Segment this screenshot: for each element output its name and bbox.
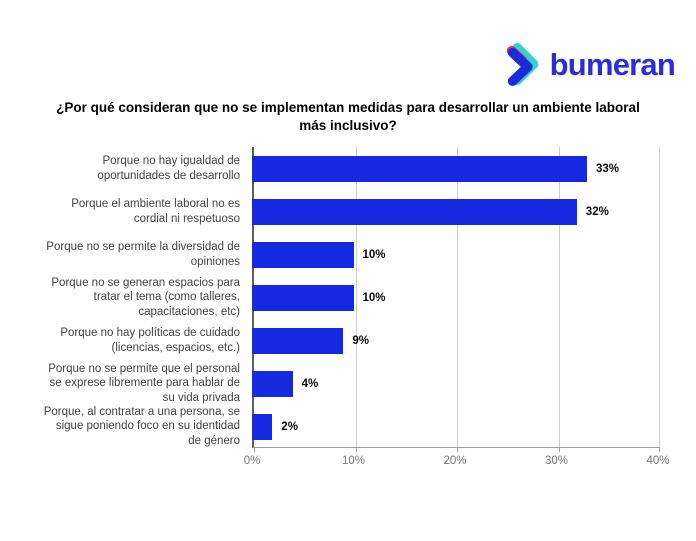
value-label: 2%: [281, 420, 298, 433]
bar-track: [252, 190, 658, 233]
value-label: 33%: [595, 162, 619, 175]
axis-tick: [659, 447, 660, 452]
x-tick-label: 20%: [443, 455, 467, 467]
value-label: 9%: [352, 334, 369, 347]
bar: [252, 414, 272, 440]
gridline-40pct: [659, 147, 660, 447]
bar-track: [252, 405, 658, 448]
brand-logo: [503, 38, 675, 90]
bar: [252, 371, 293, 397]
category-label: Porque, al contratar a una persona, se sigue poniendo foco en su identidad de género: [43, 405, 240, 447]
value-label: 32%: [585, 205, 609, 218]
value-label: 10%: [362, 291, 386, 304]
x-tick-label: 30%: [544, 455, 569, 467]
value-label: 4%: [301, 377, 319, 390]
x-axis: [243, 455, 670, 473]
chart-row: [42, 362, 658, 405]
chart-row: [42, 405, 658, 448]
bar-chart: [42, 147, 670, 473]
value-label: 10%: [362, 248, 386, 261]
bar: [252, 328, 343, 354]
chart-row: [42, 233, 658, 276]
chart-title: ¿Por qué consideran que no se implementan medidas para desarrollar un ambiente laboral más inclusivo?: [56, 100, 640, 133]
chart-row: [42, 147, 658, 190]
category-label: Porque el ambiente laboral no es cordial ni respetuoso: [71, 198, 240, 225]
chart-row: [42, 319, 658, 362]
bar-track: [252, 362, 658, 405]
category-label: Porque no se generan espacios para tratar el tema (como talleres, capacitaciones, etc): [51, 276, 240, 318]
x-tick-label: 40%: [646, 455, 670, 467]
category-label: Porque no se permite que el personal se exprese libremente para hablar de su vida privada: [48, 362, 240, 404]
category-label: Porque no hay políticas de cuidado (licencias, espacios, etc.): [60, 327, 240, 354]
bar-track: [252, 147, 658, 190]
bar-track: [252, 276, 658, 319]
chart-plot-area: [42, 147, 658, 448]
bar: [252, 156, 587, 182]
bar-track: [252, 233, 658, 276]
bar: [252, 242, 354, 268]
bumeran-logo-icon: [503, 38, 545, 90]
x-tick-label: 10%: [341, 455, 366, 467]
category-label: Porque no se permite la diversidad de opiniones: [46, 241, 240, 268]
chart-row: [42, 276, 658, 319]
bar-track: [252, 319, 658, 362]
bar: [252, 199, 577, 225]
bar: [252, 285, 354, 311]
x-tick-label: 0%: [243, 455, 261, 467]
category-label: Porque no hay igualdad de oportunidades de desarrollo: [97, 155, 240, 182]
chart-row: [42, 190, 658, 233]
brand-name: bumeran: [549, 46, 675, 82]
